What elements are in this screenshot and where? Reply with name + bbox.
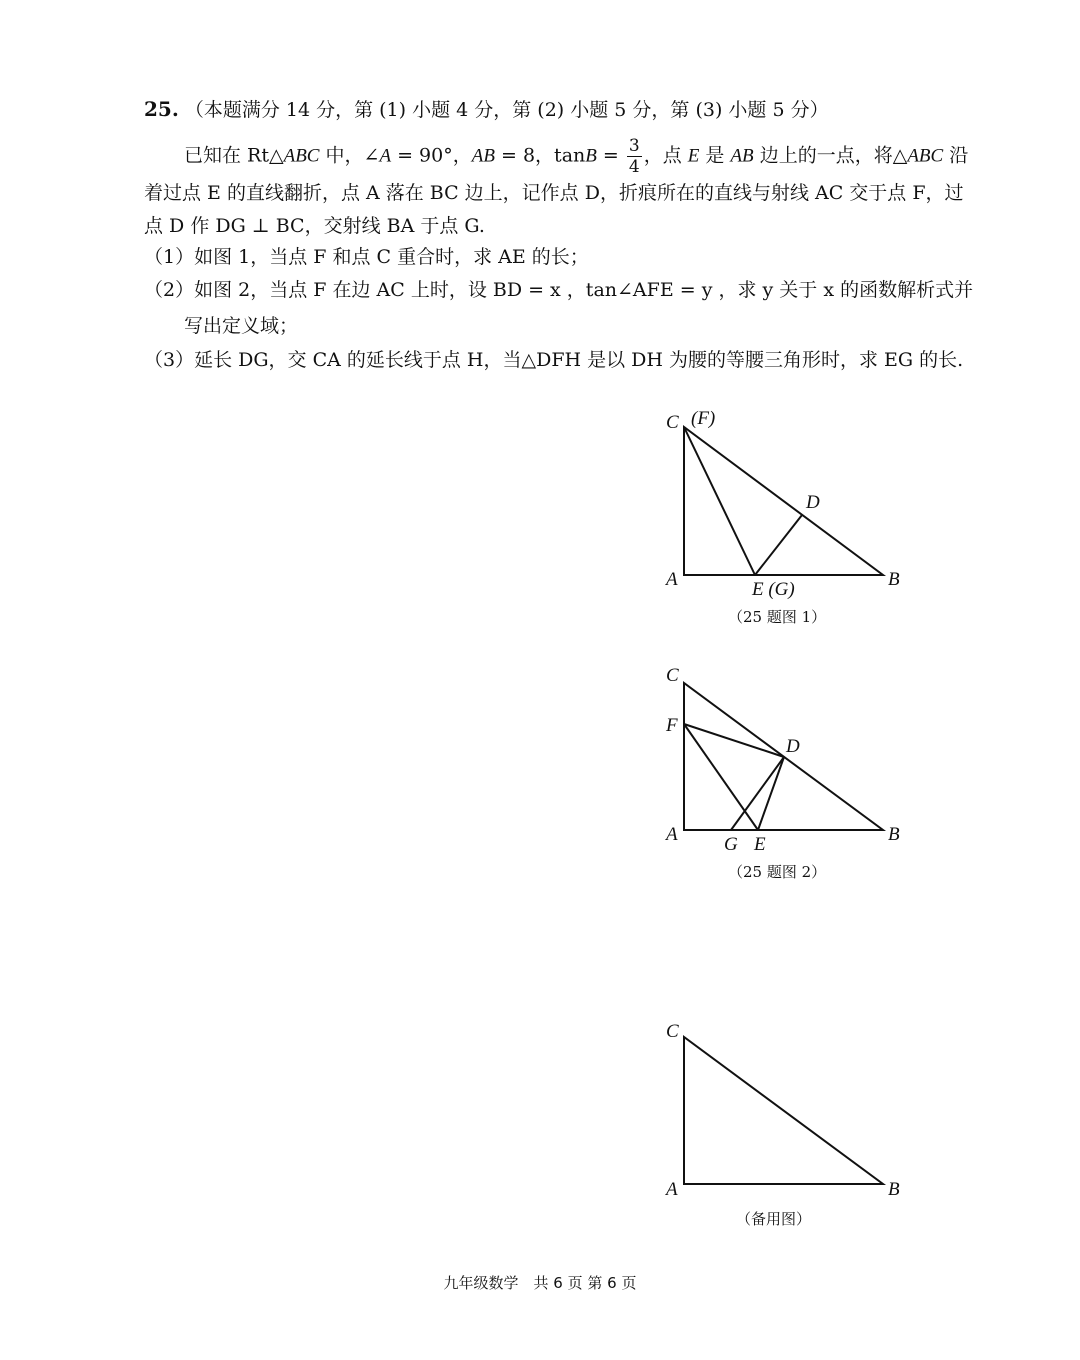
label-f: F: [666, 715, 678, 736]
stem-math: E: [687, 145, 700, 167]
fold-line-fe: [684, 724, 758, 830]
part-1: （1）如图 1，当点 F 和点 C 重合时，求 AE 的长；: [144, 246, 589, 268]
figure-1: [640, 400, 920, 635]
fold-line-ce: [684, 427, 755, 575]
stem-text: = 8，tan: [494, 144, 586, 167]
label-c: C: [666, 1021, 679, 1042]
stem-math: AB: [730, 145, 754, 167]
stem-math: B: [585, 145, 597, 167]
stem-text: 边上的一点，将△: [753, 144, 908, 167]
fraction-denominator: 4: [628, 157, 640, 177]
label-a: A: [666, 569, 678, 590]
label-b: B: [888, 824, 900, 845]
figure-3: [640, 1015, 920, 1230]
triangle-abc: [684, 1037, 883, 1184]
fraction-numerator: 3: [628, 136, 640, 156]
stem-line-1: [184, 136, 968, 177]
figure-3-caption: （备用图）: [736, 1210, 812, 1228]
stem-text: ，点: [643, 144, 688, 167]
stem-line-3: 点 D 作 DG ⊥ BC，交射线 BA 于点 G.: [144, 215, 485, 237]
stem-math: A: [379, 145, 392, 167]
figure-2-caption: （25 题图 2）: [728, 863, 827, 881]
segment-ed: [755, 515, 802, 575]
part-3: （3）延长 DG，交 CA 的延长线于点 H，当△DFH 是以 DH 为腰的等腰三角形时，求 EG 的长.: [144, 349, 964, 371]
page-footer: 九年级数学 共 6 页 第 6 页: [443, 1274, 637, 1292]
label-c: C: [666, 665, 679, 686]
stem-math: ABC: [907, 145, 944, 167]
question-number: 25.: [144, 97, 179, 121]
question-header: [144, 96, 829, 123]
stem-text: 是: [699, 144, 731, 167]
stem-text: 已知在 Rt△: [184, 144, 284, 167]
figure-1-caption: （25 题图 1）: [728, 608, 827, 626]
label-a: A: [666, 1179, 678, 1200]
segment-fd: [684, 724, 784, 757]
stem-math: AB: [471, 145, 495, 167]
label-e-g: E (G): [752, 579, 795, 600]
stem-text: 沿: [943, 144, 969, 167]
label-e: E: [754, 834, 766, 855]
score-breakdown: （本题满分 14 分，第 (1) 小题 4 分，第 (2) 小题 5 分，第 (3) 小题 5 分）: [184, 99, 829, 121]
label-a: A: [666, 824, 678, 845]
label-d: D: [806, 492, 820, 513]
stem-math: ABC: [283, 145, 320, 167]
label-g: G: [724, 834, 738, 855]
triangle-abc: [684, 427, 883, 575]
stem-text: 中，∠: [319, 144, 380, 167]
segment-ed: [758, 757, 784, 830]
label-f: (F): [691, 408, 716, 429]
stem-text: =: [596, 144, 625, 167]
part-2-line-2: 写出定义域；: [184, 315, 299, 337]
label-b: B: [888, 1179, 900, 1200]
segment-gd: [731, 757, 784, 830]
tan-fraction: [627, 136, 642, 177]
label-b: B: [888, 569, 900, 590]
stem-text: = 90°，: [391, 144, 472, 167]
label-d: D: [786, 736, 800, 757]
part-2-line-1: （2）如图 2，当点 F 在边 AC 上时，设 BD = x ，tan∠AFE = y ，求 y 关于 x 的函数解析式并: [144, 279, 974, 301]
stem-line-2: 着过点 E 的直线翻折，点 A 落在 BC 边上，记作点 D，折痕所在的直线与射线 AC 交于点 F，过: [144, 182, 964, 204]
label-c: C: [666, 412, 679, 433]
figure-2: [640, 660, 920, 890]
